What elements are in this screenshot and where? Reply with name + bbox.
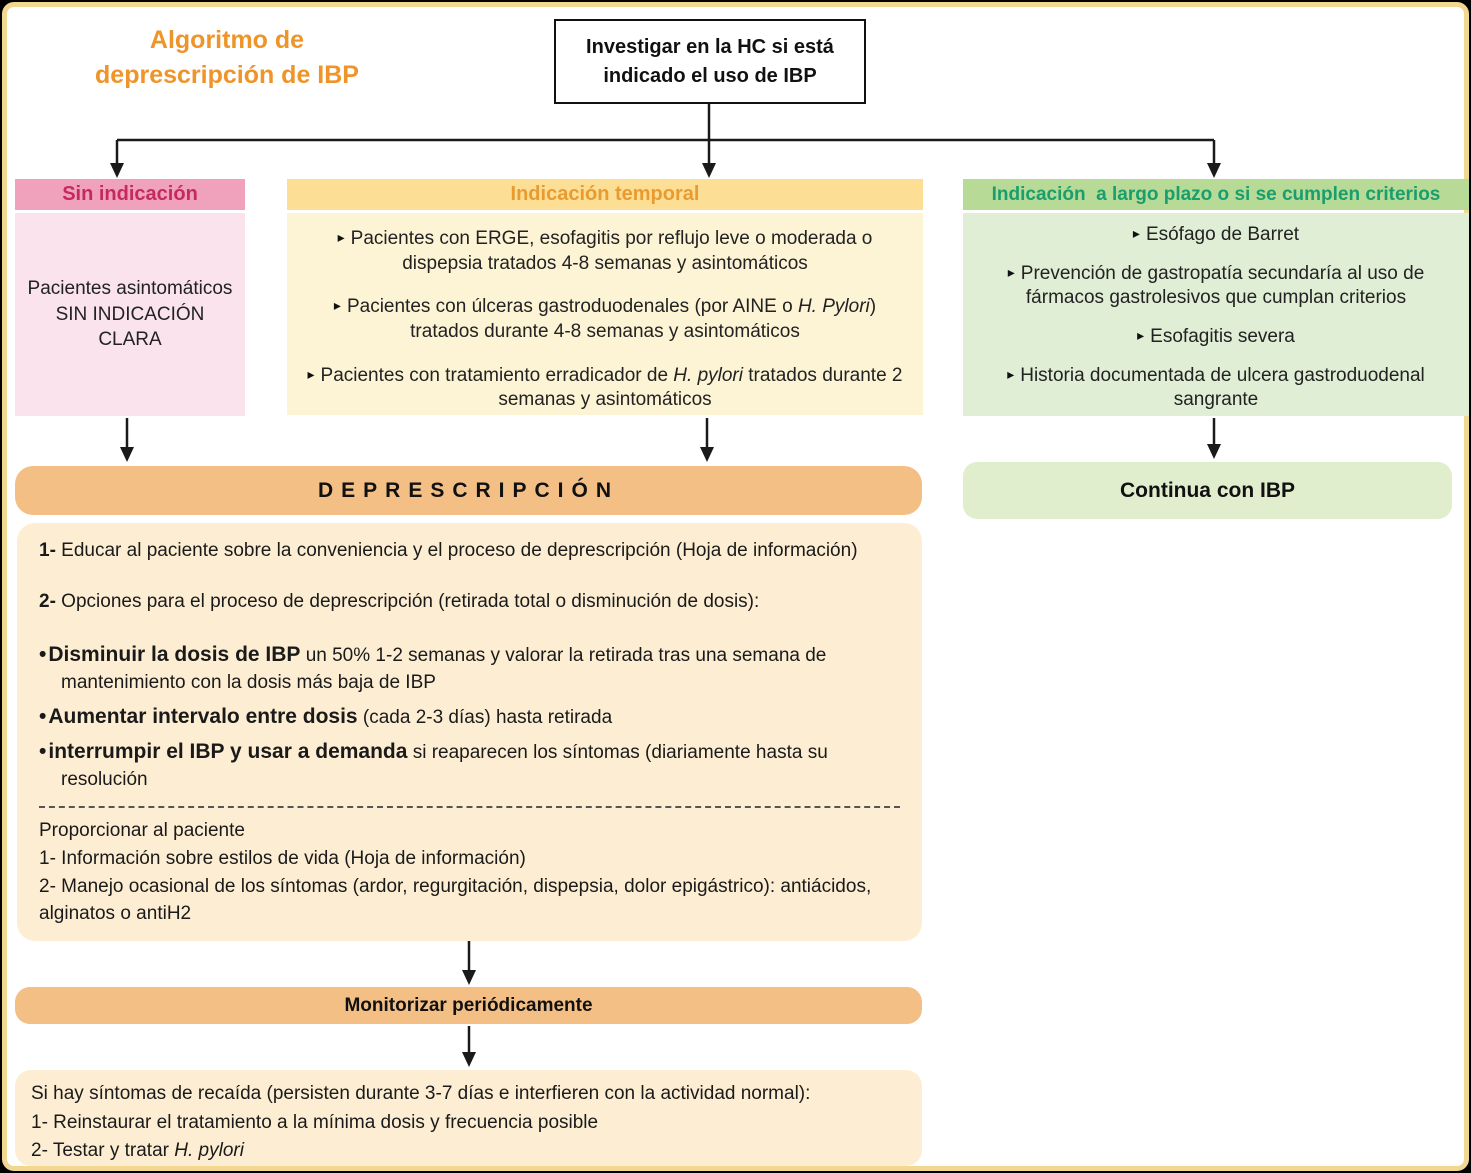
branch-indicacion-temporal xyxy=(287,179,923,415)
page-title-line1: Algoritmo de xyxy=(149,26,305,54)
relapse-node xyxy=(15,1070,922,1166)
option-item: •Aumentar intervalo entre dosis (cada 2-3 días) hasta retirada xyxy=(39,704,613,728)
dot-bullet-icon: • xyxy=(39,739,47,763)
relapse-line1: Si hay síntomas de recaída (persisten durante 3-7 días e interfieren con la actividad normal): xyxy=(31,1083,811,1104)
monitor-node: Monitorizar periódicamente xyxy=(15,987,922,1024)
provide-line1: 1- Información sobre estilos de vida (Hoja de información) xyxy=(39,847,526,869)
option-item: •interrumpir el IBP y usar a demanda si reaparecen los síntomas (diariamente hasta su resolución xyxy=(39,739,828,790)
list-item xyxy=(305,227,905,276)
deprescripcion-header: DEPRESCRIPCIÓN xyxy=(15,466,922,515)
step-2: 2- Opciones para el proceso de deprescripción (retirada total o disminución de dosis): xyxy=(39,590,760,612)
item-text: Prevención de gastropatía secundaría al uso de fármacos gastrolesivos que cumplan criterios xyxy=(1020,262,1425,309)
triangle-bullet-icon: ▸ xyxy=(1007,365,1015,382)
item-text: Esofagitis severa xyxy=(1150,326,1295,348)
provide-line2: 2- Manejo ocasional de los síntomas (ardor, regurgitación, dispepsia, dolor epigástrico): antiácidos, alginatos o antiH2 xyxy=(39,875,872,924)
dot-bullet-icon: • xyxy=(39,642,47,666)
page-title-line2: deprescripción de IBP xyxy=(95,61,359,89)
branch-largo-plazo-header: Indicación a largo plazo o si se cumplen criterios xyxy=(963,179,1469,210)
list-item xyxy=(305,295,905,344)
item-text: Pacientes con ERGE, esofagitis por reflujo leve o moderada o dispepsia tratados 4-8 semanas y asintomáticos xyxy=(350,228,873,274)
branch-largo-plazo xyxy=(963,179,1469,416)
list-item xyxy=(977,325,1455,350)
relapse-line2: 1- Reinstaurar el tratamiento a la mínima dosis y frecuencia posible xyxy=(31,1111,599,1133)
triangle-bullet-icon: ▸ xyxy=(1132,225,1140,241)
branch-sin-indicacion-body: Pacientes asintomáticos SIN INDICACIÓN CLARA xyxy=(15,213,245,416)
provide-intro: Proporcionar al paciente xyxy=(39,819,245,841)
list-item xyxy=(977,223,1455,248)
continua-node: Continua con IBP xyxy=(963,462,1452,519)
item-text: Pacientes con tratamiento erradicador de H. pylori tratados durante 2 semanas y asintomáticos xyxy=(320,364,903,411)
deprescripcion-steps xyxy=(17,523,922,941)
triangle-bullet-icon: ▸ xyxy=(1137,327,1145,344)
dot-bullet-icon: • xyxy=(39,704,47,728)
triangle-bullet-icon: ▸ xyxy=(337,229,345,245)
triangle-bullet-icon: ▸ xyxy=(307,365,315,382)
branch-sin-indicacion-header: Sin indicación xyxy=(15,179,245,210)
item-text: Historia documentada de ulcera gastroduodenal sangrante xyxy=(1020,364,1425,411)
item-text: Pacientes con úlceras gastroduodenales (por AINE o H. Pylori) tratados durante 4-8 semanas y asintomáticos xyxy=(346,296,877,343)
dashed-divider xyxy=(39,806,900,808)
branch-indicacion-temporal-body xyxy=(287,213,923,415)
branch-indicacion-temporal-header: Indicación temporal xyxy=(287,179,923,210)
step-1: 1- Educar al paciente sobre la conveniencia y el proceso de deprescripción (Hoja de información) xyxy=(39,540,858,561)
triangle-bullet-icon: ▸ xyxy=(1007,263,1015,280)
branch-largo-plazo-body xyxy=(963,213,1469,416)
root-node-line2: indicado el uso de IBP xyxy=(603,64,817,87)
item-text: Esófago de Barret xyxy=(1145,224,1300,245)
list-item xyxy=(977,364,1455,413)
branch-sin-indicacion xyxy=(15,179,245,416)
root-node-line1: Investigar en la HC si está xyxy=(586,35,834,58)
relapse-line3: 2- Testar y tratar H. pylori xyxy=(31,1140,244,1161)
triangle-bullet-icon: ▸ xyxy=(333,297,341,314)
list-item xyxy=(305,364,905,413)
page-title xyxy=(62,23,392,93)
option-item: •Disminuir la dosis de IBP un 50% 1-2 semanas y valorar la retirada tras una semana de mantenimiento con la dosis más baja de IBP xyxy=(39,642,827,693)
list-item xyxy=(977,262,1455,311)
flowchart-frame xyxy=(2,2,1469,1171)
root-node xyxy=(554,19,866,104)
